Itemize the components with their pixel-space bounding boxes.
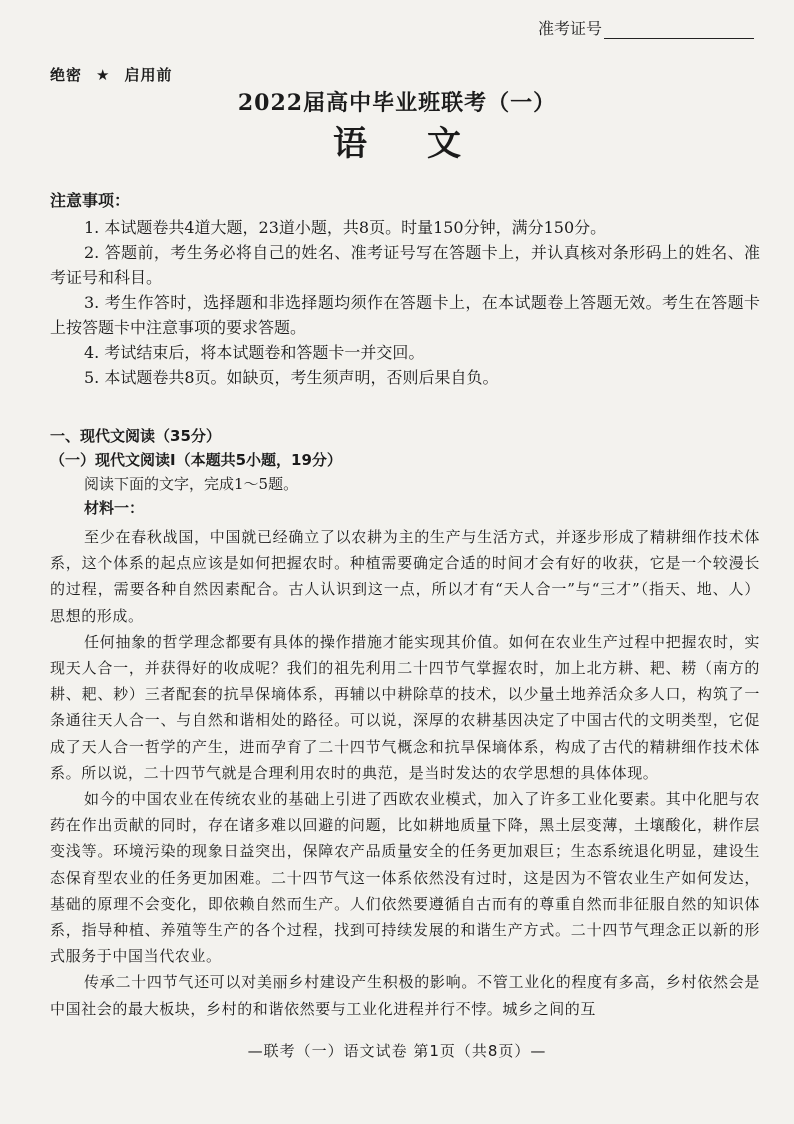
notice-section [50, 188, 760, 390]
notice-item: 5. 本试题卷共8页。如缺页，考生须声明，否则后果自负。 [84, 368, 499, 387]
exam-id-field [538, 16, 754, 39]
subject-title: 语文 [333, 124, 521, 164]
notice-item: 1. 本试题卷共4道大题，23道小题，共8页。时量150分钟，满分150分。 [84, 218, 607, 237]
section-heading: 一、现代文阅读（35分） [50, 427, 221, 445]
exam-title: 2022届高中毕业班联考（一） [237, 90, 557, 116]
subsection-heading: （一）现代文阅读Ⅰ（本题共5小题，19分） [50, 451, 342, 469]
passage-paragraph: 如今的中国农业在传统农业的基础上引进了西欧农业模式，加入了许多工业化要素。其中化肥与农药在作出贡献的同时，存在诸多难以回避的问题，比如耕地质量下降，黑土层变薄，土壤酸化，耕作层变浅等。环境污染的现象日益突出，保障农产品质量安全的任务更加艰巨；生态系统退化明显，建设生态保育型农业的任务更加困难。二十四节气这一体系依然没有过时，这是因为不管农业生产如何发达，基础的原理不会变化，即依赖自然而生产。人们依然要遵循自古而有的尊重自然而非征服自然的知识体系，指导种植、养殖等生产的各个过程，找到可持续发展的和谐生产方式。二十四节气理念正以新的形式服务于中国当代农业。 [50, 790, 760, 966]
notice-item: 2. 答题前，考生务必将自己的姓名、准考证号写在答题卡上，并认真核对条形码上的姓名、准考证号和科目。 [50, 243, 760, 287]
notice-item: 3. 考生作答时，选择题和非选择题均须作在答题卡上，在本试题卷上答题无效。考生在答题卡上按答题卡中注意事项的要求答题。 [50, 293, 760, 337]
exam-id-blank [604, 24, 754, 39]
instruction-text: 阅读下面的文字，完成1～5题。 [84, 475, 299, 493]
before-use-text: 启用前 [124, 66, 173, 84]
material-label: 材料一： [84, 499, 145, 517]
star-icon: ★ [96, 66, 111, 84]
confidential-text: 绝密 [50, 66, 83, 84]
passage-body [50, 524, 760, 1022]
exam-id-label: 准考证号 [537, 19, 602, 38]
notice-item: 4. 考试结束后，将本试题卷和答题卡一并交回。 [84, 343, 425, 362]
passage-paragraph: 至少在春秋战国，中国就已经确立了以农耕为主的生产与生活方式，并逐步形成了精耕细作技术体系，这个体系的起点应该是如何把握农时。种植需要确定合适的时间才会有好的收获，它是一个较漫长的过程，需要各种自然因素配合。古人认识到这一点，所以才有“天人合一”与“三才”（指天、地、人）思想的形成。 [50, 528, 760, 625]
passage-paragraph: 任何抽象的哲学理念都要有具体的操作措施才能实现其价值。如何在农业生产过程中把握农时，实现天人合一，并获得好的收成呢？我们的祖先利用二十四节气掌握农时，加上北方耕、耙、耢（南方的耕、耙、耖）三者配套的抗旱保墒体系，再辅以中耕除草的技术，以少量土地养活众多人口，构筑了一条通往天人合一、与自然和谐相处的路径。可以说，深厚的农耕基因决定了中国古代的文明类型，它促成了天人合一哲学的产生，进而孕育了二十四节气概念和抗旱保墒体系，构成了古代的精耕细作技术体系。所以说，二十四节气就是合理利用农时的典范，是当时发达的农学思想的具体体现。 [50, 632, 760, 782]
reading-section [50, 424, 760, 1022]
passage-paragraph: 传承二十四节气还可以对美丽乡村建设产生积极的影响。不管工业化的程度有多高，乡村依然会是中国社会的最大板块，乡村的和谐依然要与工业化进程并行不悖。城乡之间的互 [50, 973, 760, 1018]
notice-heading: 注意事项： [50, 191, 131, 210]
page-footer: —联考（一）语文试卷 第1页（共8页）— [247, 1042, 547, 1060]
confidential-mark [50, 64, 172, 85]
